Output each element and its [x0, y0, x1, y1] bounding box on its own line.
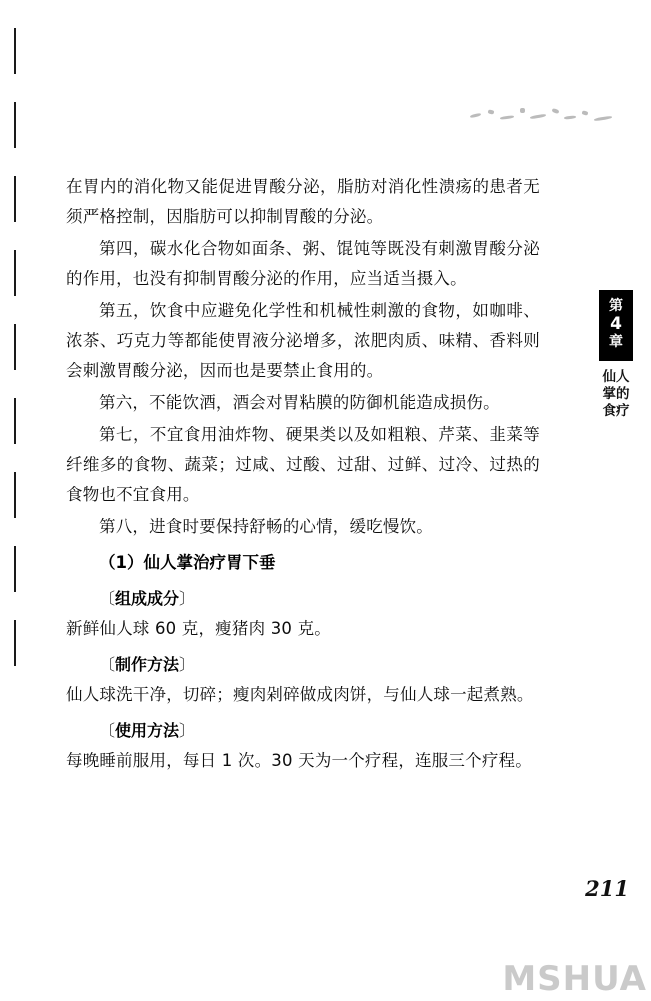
bracket-close: 〕: [179, 721, 196, 740]
bracket-open: 〔: [99, 655, 116, 674]
binding-mark: [14, 398, 16, 444]
recipe-section-heading-text: 使用方法: [115, 721, 180, 740]
paragraph: 第七，不宜食用油炸物、硬果类以及如粗粮、芹菜、韭菜等纤维多的食物、蔬菜；过咸、过酸、过甜、过鲜、过冷、过热的食物也不宜食用。: [66, 425, 540, 504]
recipe-section-heading-text: 制作方法: [115, 655, 180, 674]
bracket-open: 〔: [99, 589, 116, 608]
binding-mark: [14, 546, 16, 592]
binding-mark: [14, 620, 16, 666]
recipe-section-heading: [66, 650, 540, 680]
paragraph: 第五，饮食中应避免化学性和机械性刺激的食物，如咖啡、浓茶、巧克力等都能使胃液分泌增多，浓肥肉质、味精、香料则会刺激胃酸分泌，因而也是要禁止食用的。: [66, 301, 540, 380]
chapter-tab-title: 仙人掌的食疗: [602, 369, 630, 419]
chapter-tab-suffix: 章: [609, 334, 623, 350]
recipe-title: （1）仙人掌治疗胃下垂: [99, 553, 276, 572]
paragraph: 第六，不能饮酒，酒会对胃粘膜的防御机能造成损伤。: [99, 393, 500, 412]
paragraph: 第四，碳水化合物如面条、粥、馄饨等既没有刺激胃酸分泌的作用，也没有抑制胃酸分泌的作用，应当适当摄入。: [66, 239, 540, 288]
paragraph: 第八，进食时要保持舒畅的心情，缓吃慢饮。: [99, 517, 433, 536]
bracket-close: 〕: [179, 655, 196, 674]
binding-marks: [14, 28, 17, 748]
recipe-section-heading: [66, 584, 540, 614]
scan-smudge: [468, 104, 618, 128]
recipe-section-heading-text: 组成成分: [115, 589, 180, 608]
bracket-close: 〕: [179, 589, 196, 608]
binding-mark: [14, 176, 16, 222]
page-number: 211: [585, 876, 629, 901]
chapter-tab-prefix: 第: [609, 298, 623, 314]
binding-mark: [14, 324, 16, 370]
recipe-section-body: 每晚睡前服用，每日 1 次。30 天为一个疗程，连服三个疗程。: [66, 751, 532, 770]
chapter-tab-number: 4: [610, 314, 622, 334]
recipe-section-body: 仙人球洗干净，切碎；瘦肉剁碎做成肉饼，与仙人球一起煮熟。: [66, 685, 534, 704]
paragraph: 在胃内的消化物又能促进胃酸分泌，脂肪对消化性溃疡的患者无须严格控制，因脂肪可以抑制胃酸的分泌。: [66, 177, 540, 226]
bracket-open: 〔: [99, 721, 116, 740]
chapter-tab-badge: [599, 290, 633, 361]
binding-mark: [14, 472, 16, 518]
recipe-section-body: 新鲜仙人球 60 克，瘦猪肉 30 克。: [66, 619, 331, 638]
recipe-section-heading: [66, 716, 540, 746]
chapter-tab: [599, 290, 633, 420]
binding-mark: [14, 250, 16, 296]
binding-mark: [14, 28, 16, 74]
watermark: MSHUA: [502, 959, 647, 999]
page-text-body: [66, 172, 540, 776]
binding-mark: [14, 102, 16, 148]
